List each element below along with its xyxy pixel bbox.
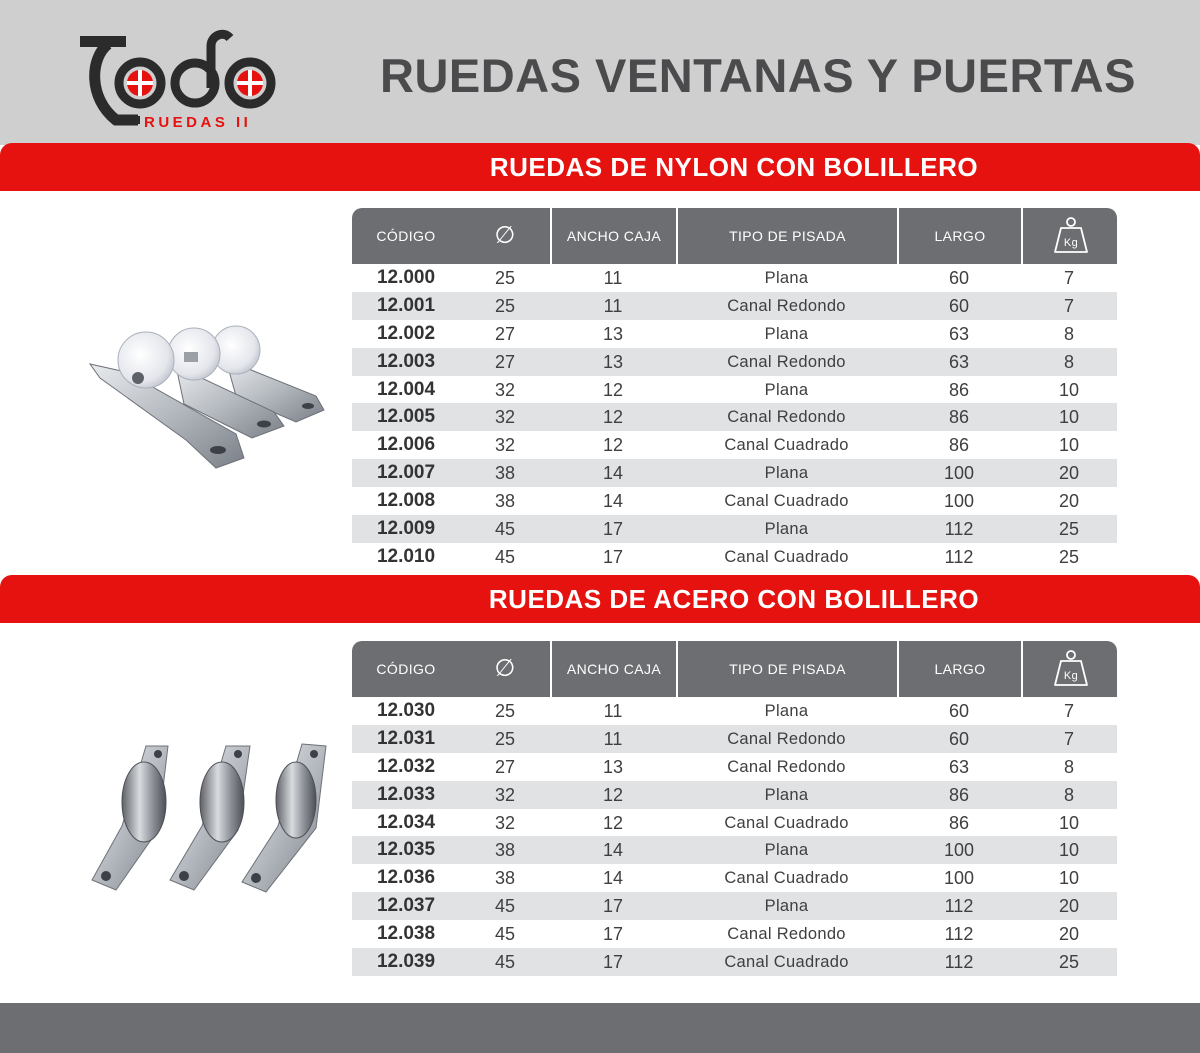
cell-length: 112	[944, 924, 974, 945]
brand-logo	[78, 28, 288, 132]
cell-tread: Canal Redondo	[727, 352, 846, 371]
cell-diameter: 27	[494, 323, 516, 344]
cell-tread: Plana	[764, 464, 809, 483]
cell-length: 100	[943, 868, 975, 889]
cell-weight: 8	[1063, 756, 1074, 777]
cell-width: 17	[602, 519, 624, 540]
table-row	[352, 781, 1117, 809]
table-row	[352, 431, 1117, 459]
cell-code: 12.036	[376, 867, 436, 889]
cell-code: 12.034	[376, 811, 436, 833]
cell-width: 17	[602, 924, 624, 945]
cell-width: 14	[602, 463, 624, 484]
cell-code: 12.007	[376, 462, 436, 484]
table-row	[352, 264, 1117, 292]
table-row	[352, 292, 1117, 320]
cell-width: 11	[603, 268, 623, 288]
cell-diameter: 25	[494, 268, 516, 288]
col-code: CÓDIGO	[376, 228, 436, 244]
table-row	[352, 403, 1117, 431]
cell-length: 63	[948, 756, 970, 777]
cell-weight: 10	[1058, 407, 1080, 428]
cell-length: 60	[948, 701, 970, 721]
cell-width: 17	[602, 546, 624, 567]
table-body	[352, 264, 1117, 571]
cell-diameter: 45	[494, 546, 516, 567]
cell-diameter: 38	[494, 840, 516, 861]
table-row	[352, 725, 1117, 753]
cell-length: 100	[943, 840, 975, 861]
cell-length: 63	[948, 351, 970, 372]
col-weight	[1021, 208, 1117, 264]
cell-tread: Canal Cuadrado	[724, 492, 849, 511]
cell-length: 86	[948, 379, 970, 400]
cell-code: 12.032	[376, 755, 436, 777]
cell-diameter: 45	[494, 519, 516, 540]
cell-tread: Canal Cuadrado	[724, 813, 849, 832]
cell-code: 12.030	[376, 700, 436, 721]
cell-code: 12.039	[376, 951, 436, 973]
cell-width: 13	[602, 351, 624, 372]
cell-length: 86	[948, 784, 970, 805]
cell-width: 12	[602, 435, 624, 456]
cell-code: 12.001	[376, 294, 436, 316]
cell-tread: Canal Cuadrado	[724, 953, 849, 972]
cell-width: 17	[602, 896, 624, 917]
weight-kg-icon	[1051, 216, 1091, 256]
cell-tread: Canal Redondo	[727, 925, 846, 944]
cell-tread: Canal Cuadrado	[724, 869, 849, 888]
table-row	[352, 348, 1117, 376]
cell-width: 17	[602, 952, 624, 973]
cell-tread: Plana	[764, 785, 809, 804]
table-header	[352, 208, 1117, 264]
section-title-steel: RUEDAS DE ACERO CON BOLILLERO	[488, 584, 980, 614]
cell-tread: Plana	[764, 520, 809, 539]
cell-width: 12	[602, 379, 624, 400]
cell-code: 12.037	[376, 895, 436, 917]
table-row	[352, 892, 1117, 920]
cell-weight: 7	[1063, 295, 1074, 316]
cell-diameter: 27	[494, 351, 516, 372]
cell-weight: 10	[1058, 379, 1080, 400]
cell-weight: 25	[1058, 546, 1080, 567]
cell-diameter: 32	[494, 784, 516, 805]
cell-tread: Canal Redondo	[727, 296, 846, 315]
cell-diameter: 38	[494, 463, 516, 484]
nylon-wheels-image	[86, 300, 336, 480]
cell-code: 12.038	[376, 923, 436, 945]
cell-code: 12.000	[376, 267, 436, 288]
logo-subtext: RUEDAS II	[144, 114, 252, 131]
cell-diameter: 27	[494, 756, 516, 777]
cell-weight: 8	[1063, 323, 1074, 344]
section-band-nylon	[0, 143, 1200, 191]
cell-code: 12.035	[376, 839, 436, 861]
cell-diameter: 25	[494, 701, 516, 721]
cell-tread: Canal Redondo	[727, 729, 846, 748]
steel-wheels-image	[88, 740, 338, 900]
table-header	[352, 641, 1117, 697]
cell-code: 12.006	[376, 434, 436, 456]
table-row	[352, 864, 1117, 892]
table-row	[352, 809, 1117, 837]
cell-diameter: 38	[494, 491, 516, 512]
section-title-nylon: RUEDAS DE NYLON CON BOLILLERO	[489, 152, 979, 182]
cell-diameter: 25	[494, 728, 516, 749]
col-diameter: ∅	[494, 655, 516, 682]
cell-diameter: 45	[494, 896, 516, 917]
cell-code: 12.002	[376, 322, 436, 344]
weight-unit-label: Kg	[1063, 237, 1079, 249]
page-title: RUEDAS VENTANAS Y PUERTAS	[380, 49, 1136, 102]
cell-weight: 8	[1063, 351, 1074, 372]
col-width: ANCHO CAJA	[550, 641, 676, 697]
cell-length: 60	[948, 728, 970, 749]
cell-length: 63	[948, 323, 970, 344]
cell-diameter: 38	[494, 868, 516, 889]
cell-code: 12.005	[376, 406, 436, 428]
cell-diameter: 45	[494, 952, 516, 973]
cell-diameter: 32	[494, 379, 516, 400]
col-diameter: ∅	[494, 222, 516, 249]
col-width: ANCHO CAJA	[550, 208, 676, 264]
cell-width: 12	[602, 812, 624, 833]
cell-code: 12.004	[376, 378, 436, 400]
cell-width: 14	[602, 840, 624, 861]
cell-width: 12	[602, 407, 624, 428]
cell-width: 11	[603, 295, 623, 316]
col-weight	[1021, 641, 1117, 697]
table-row	[352, 515, 1117, 543]
cell-length: 86	[948, 435, 970, 456]
cell-width: 11	[603, 701, 623, 721]
table-row	[352, 543, 1117, 571]
cell-diameter: 25	[494, 295, 516, 316]
page-header	[0, 0, 1200, 145]
cell-length: 112	[944, 952, 974, 973]
cell-weight: 25	[1058, 519, 1080, 540]
cell-tread: Plana	[764, 324, 809, 343]
cell-code: 12.010	[376, 545, 436, 567]
cell-code: 12.008	[376, 490, 436, 512]
cell-weight: 10	[1058, 868, 1080, 889]
cell-weight: 10	[1058, 435, 1080, 456]
cell-weight: 7	[1063, 701, 1074, 721]
cell-weight: 20	[1058, 924, 1080, 945]
cell-weight: 20	[1058, 463, 1080, 484]
cell-weight: 7	[1063, 728, 1074, 749]
cell-weight: 25	[1058, 952, 1080, 973]
cell-weight: 7	[1063, 268, 1074, 288]
cell-weight: 20	[1058, 491, 1080, 512]
col-tread: TIPO DE PISADA	[676, 641, 897, 697]
table-row	[352, 376, 1117, 404]
table-row	[352, 320, 1117, 348]
cell-weight: 10	[1058, 840, 1080, 861]
cell-length: 60	[948, 295, 970, 316]
cell-weight: 8	[1063, 784, 1074, 805]
table-row	[352, 487, 1117, 515]
cell-tread: Canal Redondo	[727, 408, 846, 427]
cell-tread: Plana	[764, 841, 809, 860]
col-code: CÓDIGO	[376, 661, 436, 677]
weight-unit-label: Kg	[1063, 670, 1079, 682]
cell-weight: 20	[1058, 896, 1080, 917]
cell-width: 13	[602, 323, 624, 344]
cell-length: 86	[948, 812, 970, 833]
cell-width: 14	[602, 491, 624, 512]
nylon-wheels-table	[352, 208, 1117, 571]
cell-length: 100	[943, 491, 975, 512]
col-length: LARGO	[897, 641, 1021, 697]
section-band-steel	[0, 575, 1200, 623]
cell-tread: Canal Cuadrado	[724, 547, 849, 566]
cell-diameter: 32	[494, 435, 516, 456]
cell-code: 12.003	[376, 350, 436, 372]
cell-length: 112	[944, 546, 974, 567]
cell-tread: Plana	[764, 897, 809, 916]
cell-width: 13	[602, 756, 624, 777]
table-row	[352, 948, 1117, 976]
table-row	[352, 920, 1117, 948]
cell-tread: Canal Redondo	[727, 757, 846, 776]
cell-diameter: 45	[494, 924, 516, 945]
page-footer	[0, 1003, 1200, 1053]
table-row	[352, 459, 1117, 487]
col-tread: TIPO DE PISADA	[676, 208, 897, 264]
steel-wheels-table	[352, 641, 1117, 976]
table-row	[352, 836, 1117, 864]
cell-diameter: 32	[494, 812, 516, 833]
cell-width: 11	[603, 728, 623, 749]
cell-length: 100	[943, 463, 975, 484]
cell-width: 14	[602, 868, 624, 889]
cell-width: 12	[602, 784, 624, 805]
col-length: LARGO	[897, 208, 1021, 264]
cell-tread: Plana	[764, 702, 809, 720]
cell-diameter: 32	[494, 407, 516, 428]
cell-code: 12.033	[376, 783, 436, 805]
cell-code: 12.009	[376, 518, 436, 540]
cell-weight: 10	[1058, 812, 1080, 833]
weight-kg-icon	[1051, 649, 1091, 689]
table-row	[352, 753, 1117, 781]
cell-length: 112	[944, 519, 974, 540]
cell-tread: Plana	[764, 380, 809, 399]
table-body	[352, 697, 1117, 976]
cell-length: 112	[944, 896, 974, 917]
table-row	[352, 697, 1117, 725]
cell-length: 86	[948, 407, 970, 428]
cell-length: 60	[948, 268, 970, 288]
cell-tread: Plana	[764, 269, 809, 287]
cell-tread: Canal Cuadrado	[724, 436, 849, 455]
cell-code: 12.031	[376, 727, 436, 749]
